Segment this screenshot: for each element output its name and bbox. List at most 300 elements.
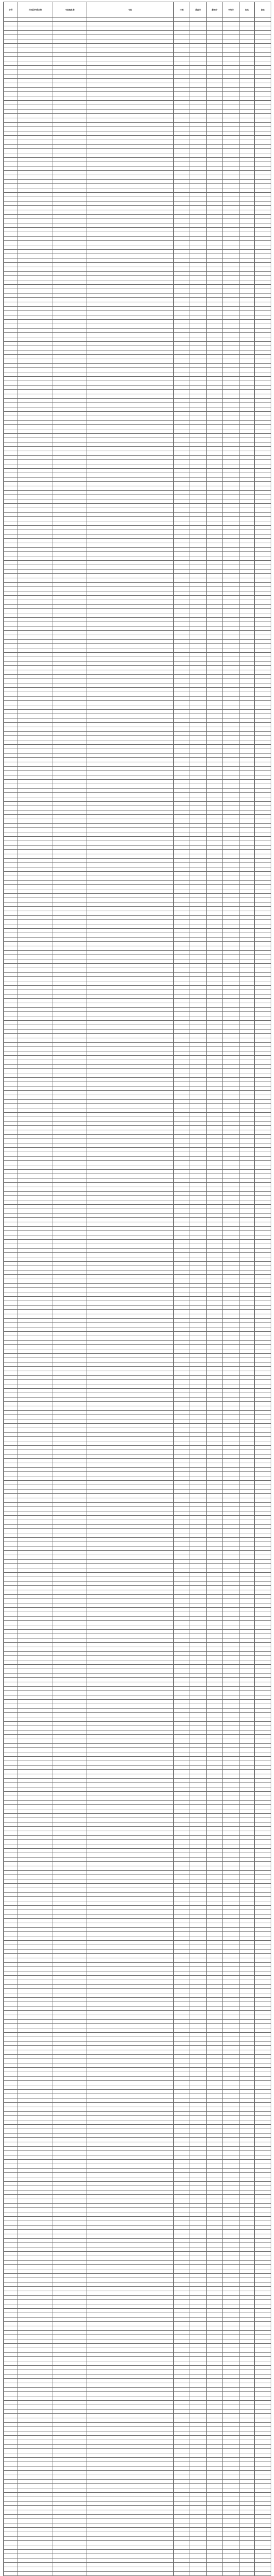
cell-index: [4, 1617, 18, 1621]
cell-note: [255, 460, 271, 464]
cell-rank: [239, 1669, 255, 1674]
table-row: [4, 1901, 271, 1906]
cell-college: [18, 311, 53, 315]
table-row: [4, 1454, 271, 1459]
cell-plan: [174, 1849, 190, 1853]
cell-min-score: [207, 946, 223, 951]
cell-max-score: [190, 1384, 207, 1389]
cell-plan: [174, 1441, 190, 1446]
cell-college: [18, 26, 53, 31]
cell-college: [18, 1709, 53, 1713]
cell-group: [53, 464, 87, 469]
cell-group: [53, 1932, 87, 1936]
cell-major: [87, 1827, 174, 1831]
cell-max-score: [190, 1910, 207, 1914]
cell-major: [87, 1546, 174, 1551]
cell-college: [18, 1954, 53, 1958]
cell-avg-score: [223, 631, 239, 635]
cell-major: [87, 1818, 174, 1822]
cell-note: [255, 1717, 271, 1722]
cell-max-score: [190, 1739, 207, 1744]
cell-major: [87, 1678, 174, 1682]
table-row: [4, 530, 271, 534]
cell-plan: [174, 1722, 190, 1726]
cell-rank: [239, 1695, 255, 1700]
cell-group: [53, 973, 87, 977]
cell-avg-score: [223, 1008, 239, 1012]
cell-avg-score: [223, 272, 239, 276]
table-row: [4, 403, 271, 407]
cell-note: [255, 1752, 271, 1757]
cell-min-score: [207, 289, 223, 294]
cell-avg-score: [223, 39, 239, 44]
cell-group: [53, 596, 87, 600]
cell-index: [4, 1249, 18, 1253]
cell-major: [87, 499, 174, 504]
cell-college: [18, 1292, 53, 1297]
cell-index: [4, 1222, 18, 1227]
cell-college: [18, 1073, 53, 1078]
cell-min-score: [207, 123, 223, 127]
cell-note: [255, 767, 271, 771]
cell-index: [4, 736, 18, 740]
cell-note: [255, 412, 271, 416]
cell-avg-score: [223, 622, 239, 626]
cell-group: [53, 605, 87, 609]
cell-major: [87, 1516, 174, 1520]
cell-rank: [239, 867, 255, 872]
cell-note: [255, 973, 271, 977]
cell-note: [255, 583, 271, 587]
cell-major: [87, 1214, 174, 1218]
cell-group: [53, 136, 87, 140]
cell-rank: [239, 416, 255, 421]
cell-min-score: [207, 1345, 223, 1349]
cell-plan: [174, 1945, 190, 1950]
cell-avg-score: [223, 1130, 239, 1135]
cell-major: [87, 758, 174, 762]
cell-group: [53, 447, 87, 451]
cell-note: [255, 1963, 271, 1967]
cell-avg-score: [223, 876, 239, 881]
cell-min-score: [207, 1376, 223, 1380]
cell-major: [87, 1936, 174, 1941]
cell-group: [53, 1967, 87, 1971]
cell-min-score: [207, 1209, 223, 1214]
cell-major: [87, 44, 174, 48]
cell-plan: [174, 1288, 190, 1292]
cell-major: [87, 1656, 174, 1660]
cell-index: [4, 123, 18, 127]
cell-index: [4, 2002, 18, 2006]
cell-avg-score: [223, 1279, 239, 1284]
cell-group: [53, 307, 87, 311]
cell-rank: [239, 1704, 255, 1709]
cell-avg-score: [223, 837, 239, 841]
cell-major: [87, 1533, 174, 1538]
cell-group: [53, 355, 87, 359]
cell-plan: [174, 1770, 190, 1774]
cell-plan: [174, 714, 190, 718]
cell-index: [4, 1774, 18, 1779]
cell-group: [53, 526, 87, 530]
cell-group: [53, 1787, 87, 1792]
cell-avg-score: [223, 1809, 239, 1814]
table-row: [4, 1065, 271, 1069]
cell-college: [18, 762, 53, 767]
cell-note: [255, 1967, 271, 1971]
cell-plan: [174, 1253, 190, 1257]
cell-avg-score: [223, 438, 239, 442]
table-row: [4, 421, 271, 425]
cell-max-score: [190, 258, 207, 263]
cell-note: [255, 1533, 271, 1538]
cell-major: [87, 732, 174, 736]
cell-college: [18, 1336, 53, 1341]
cell-college: [18, 881, 53, 885]
cell-avg-score: [223, 841, 239, 846]
cell-plan: [174, 1139, 190, 1143]
cell-group: [53, 543, 87, 548]
cell-rank: [239, 1665, 255, 1669]
cell-index: [4, 44, 18, 48]
cell-index: [4, 1323, 18, 1327]
table-row: [4, 1043, 271, 1047]
cell-rank: [239, 1862, 255, 1866]
cell-college: [18, 854, 53, 859]
cell-plan: [174, 1056, 190, 1060]
cell-plan: [174, 1590, 190, 1595]
cell-rank: [239, 1884, 255, 1888]
cell-max-score: [190, 1836, 207, 1840]
cell-rank: [239, 534, 255, 539]
cell-avg-score: [223, 298, 239, 302]
cell-major: [87, 346, 174, 350]
cell-group: [53, 631, 87, 635]
cell-index: [4, 1665, 18, 1669]
table-row: [4, 1108, 271, 1113]
cell-plan: [174, 854, 190, 859]
cell-major: [87, 1301, 174, 1306]
cell-plan: [174, 513, 190, 517]
cell-rank: [239, 1240, 255, 1244]
cell-rank: [239, 1520, 255, 1525]
cell-max-score: [190, 626, 207, 631]
cell-max-score: [190, 1809, 207, 1814]
cell-index: [4, 1687, 18, 1691]
cell-group: [53, 1043, 87, 1047]
cell-group: [53, 1954, 87, 1958]
cell-avg-score: [223, 591, 239, 596]
cell-min-score: [207, 320, 223, 324]
cell-college: [18, 416, 53, 421]
cell-plan: [174, 1612, 190, 1617]
cell-max-score: [190, 1222, 207, 1227]
cell-max-score: [190, 697, 207, 701]
cell-group: [53, 118, 87, 123]
cell-index: [4, 1139, 18, 1143]
cell-major: [87, 635, 174, 640]
cell-max-score: [190, 1814, 207, 1818]
cell-plan: [174, 447, 190, 451]
cell-max-score: [190, 1993, 207, 1998]
cell-note: [255, 1936, 271, 1941]
cell-min-score: [207, 1608, 223, 1612]
cell-index: [4, 1069, 18, 1073]
table-row: [4, 482, 271, 486]
cell-plan: [174, 1047, 190, 1051]
cell-group: [53, 53, 87, 57]
cell-note: [255, 1739, 271, 1744]
cell-max-score: [190, 1117, 207, 1122]
cell-avg-score: [223, 57, 239, 61]
cell-rank: [239, 140, 255, 145]
cell-plan: [174, 1906, 190, 1910]
cell-min-score: [207, 1989, 223, 1993]
cell-group: [53, 478, 87, 482]
cell-college: [18, 1209, 53, 1214]
cell-min-score: [207, 1454, 223, 1459]
cell-index: [4, 762, 18, 767]
cell-index: [4, 1450, 18, 1454]
cell-group: [53, 683, 87, 688]
cell-college: [18, 872, 53, 876]
cell-min-score: [207, 96, 223, 101]
cell-college: [18, 48, 53, 53]
cell-group: [53, 727, 87, 732]
cell-index: [4, 1840, 18, 1844]
cell-group: [53, 1551, 87, 1555]
cell-note: [255, 1306, 271, 1310]
cell-major: [87, 1722, 174, 1726]
cell-major: [87, 451, 174, 456]
cell-note: [255, 1358, 271, 1362]
table-row: [4, 258, 271, 263]
cell-major: [87, 1227, 174, 1231]
cell-avg-score: [223, 986, 239, 990]
cell-rank: [239, 1262, 255, 1266]
cell-rank: [239, 232, 255, 237]
cell-max-score: [190, 631, 207, 635]
table-row: [4, 1928, 271, 1932]
cell-note: [255, 1520, 271, 1525]
cell-max-score: [190, 1323, 207, 1327]
cell-rank: [239, 1893, 255, 1897]
cell-note: [255, 1262, 271, 1266]
cell-rank: [239, 1174, 255, 1178]
cell-major: [87, 145, 174, 149]
cell-group: [53, 57, 87, 61]
cell-rank: [239, 1590, 255, 1595]
cell-min-score: [207, 1178, 223, 1183]
cell-major: [87, 1446, 174, 1450]
cell-rank: [239, 1568, 255, 1573]
table-row: [4, 1349, 271, 1354]
cell-min-score: [207, 679, 223, 683]
cell-index: [4, 184, 18, 188]
cell-college: [18, 1108, 53, 1113]
cell-max-score: [190, 819, 207, 824]
cell-avg-score: [223, 920, 239, 924]
cell-max-score: [190, 1678, 207, 1682]
cell-max-score: [190, 1555, 207, 1560]
cell-max-score: [190, 350, 207, 355]
cell-plan: [174, 1858, 190, 1862]
cell-avg-score: [223, 460, 239, 464]
cell-note: [255, 123, 271, 127]
cell-index: [4, 1130, 18, 1135]
cell-min-score: [207, 1262, 223, 1266]
cell-major: [87, 762, 174, 767]
cell-index: [4, 1016, 18, 1021]
cell-major: [87, 718, 174, 723]
cell-min-score: [207, 175, 223, 180]
cell-college: [18, 1205, 53, 1209]
cell-min-score: [207, 386, 223, 390]
cell-rank: [239, 973, 255, 977]
cell-index: [4, 981, 18, 986]
cell-plan: [174, 53, 190, 57]
table-row: [4, 872, 271, 876]
cell-note: [255, 1809, 271, 1814]
cell-group: [53, 70, 87, 74]
cell-college: [18, 1349, 53, 1354]
cell-college: [18, 1047, 53, 1051]
cell-college: [18, 333, 53, 337]
cell-major: [87, 105, 174, 110]
cell-index: [4, 499, 18, 504]
cell-min-score: [207, 929, 223, 933]
cell-group: [53, 1836, 87, 1840]
cell-avg-score: [223, 1695, 239, 1700]
cell-avg-score: [223, 938, 239, 942]
table-row: [4, 1709, 271, 1713]
cell-min-score: [207, 973, 223, 977]
cell-major: [87, 407, 174, 412]
cell-min-score: [207, 846, 223, 850]
table-row: [4, 1954, 271, 1958]
cell-group: [53, 1095, 87, 1100]
table-row: [4, 907, 271, 911]
cell-index: [4, 1227, 18, 1231]
cell-plan: [174, 184, 190, 188]
cell-index: [4, 1481, 18, 1485]
cell-max-score: [190, 1625, 207, 1630]
cell-major: [87, 977, 174, 981]
cell-index: [4, 1358, 18, 1362]
cell-min-score: [207, 1367, 223, 1371]
cell-group: [53, 127, 87, 131]
cell-max-score: [190, 802, 207, 806]
cell-major: [87, 1739, 174, 1744]
cell-note: [255, 1976, 271, 1980]
cell-college: [18, 1941, 53, 1945]
cell-plan: [174, 1568, 190, 1573]
cell-index: [4, 723, 18, 727]
cell-plan: [174, 1893, 190, 1897]
cell-plan: [174, 1687, 190, 1691]
cell-group: [53, 924, 87, 929]
cell-plan: [174, 1818, 190, 1822]
cell-note: [255, 1441, 271, 1446]
cell-index: [4, 1735, 18, 1739]
cell-note: [255, 1700, 271, 1704]
cell-note: [255, 736, 271, 740]
cell-major: [87, 622, 174, 626]
cell-index: [4, 1306, 18, 1310]
cell-plan: [174, 302, 190, 307]
cell-avg-score: [223, 280, 239, 285]
cell-index: [4, 22, 18, 26]
table-row: [4, 767, 271, 771]
cell-min-score: [207, 1822, 223, 1827]
cell-max-score: [190, 644, 207, 648]
cell-index: [4, 688, 18, 692]
cell-note: [255, 648, 271, 653]
cell-college: [18, 394, 53, 399]
cell-college: [18, 184, 53, 188]
cell-plan: [174, 1222, 190, 1227]
cell-avg-score: [223, 136, 239, 140]
cell-max-score: [190, 245, 207, 250]
cell-plan: [174, 964, 190, 968]
cell-min-score: [207, 342, 223, 346]
table-row: [4, 1801, 271, 1805]
cell-min-score: [207, 215, 223, 219]
cell-major: [87, 1752, 174, 1757]
cell-min-score: [207, 1240, 223, 1244]
cell-max-score: [190, 1936, 207, 1941]
cell-index: [4, 815, 18, 819]
cell-avg-score: [223, 872, 239, 876]
cell-major: [87, 1367, 174, 1371]
cell-group: [53, 1446, 87, 1450]
cell-avg-score: [223, 1284, 239, 1288]
cell-index: [4, 74, 18, 79]
cell-index: [4, 96, 18, 101]
cell-max-score: [190, 377, 207, 381]
cell-max-score: [190, 1476, 207, 1481]
cell-rank: [239, 1985, 255, 1989]
cell-plan: [174, 648, 190, 653]
cell-plan: [174, 1104, 190, 1108]
table-row: [4, 1796, 271, 1801]
cell-plan: [174, 504, 190, 508]
cell-avg-score: [223, 1187, 239, 1192]
cell-min-score: [207, 1306, 223, 1310]
cell-max-score: [190, 1358, 207, 1362]
cell-group: [53, 670, 87, 675]
cell-min-score: [207, 863, 223, 867]
cell-min-score: [207, 1730, 223, 1735]
table-row: [4, 18, 271, 22]
table-row: [4, 1078, 271, 1082]
cell-college: [18, 1603, 53, 1608]
cell-major: [87, 1814, 174, 1818]
cell-college: [18, 1468, 53, 1472]
cell-max-score: [190, 153, 207, 158]
cell-plan: [174, 1748, 190, 1752]
table-row: [4, 1371, 271, 1376]
cell-max-score: [190, 622, 207, 626]
cell-avg-score: [223, 1862, 239, 1866]
cell-college: [18, 1034, 53, 1038]
cell-note: [255, 478, 271, 482]
cell-note: [255, 302, 271, 307]
cell-group: [53, 61, 87, 66]
cell-min-score: [207, 1516, 223, 1520]
cell-note: [255, 1748, 271, 1752]
